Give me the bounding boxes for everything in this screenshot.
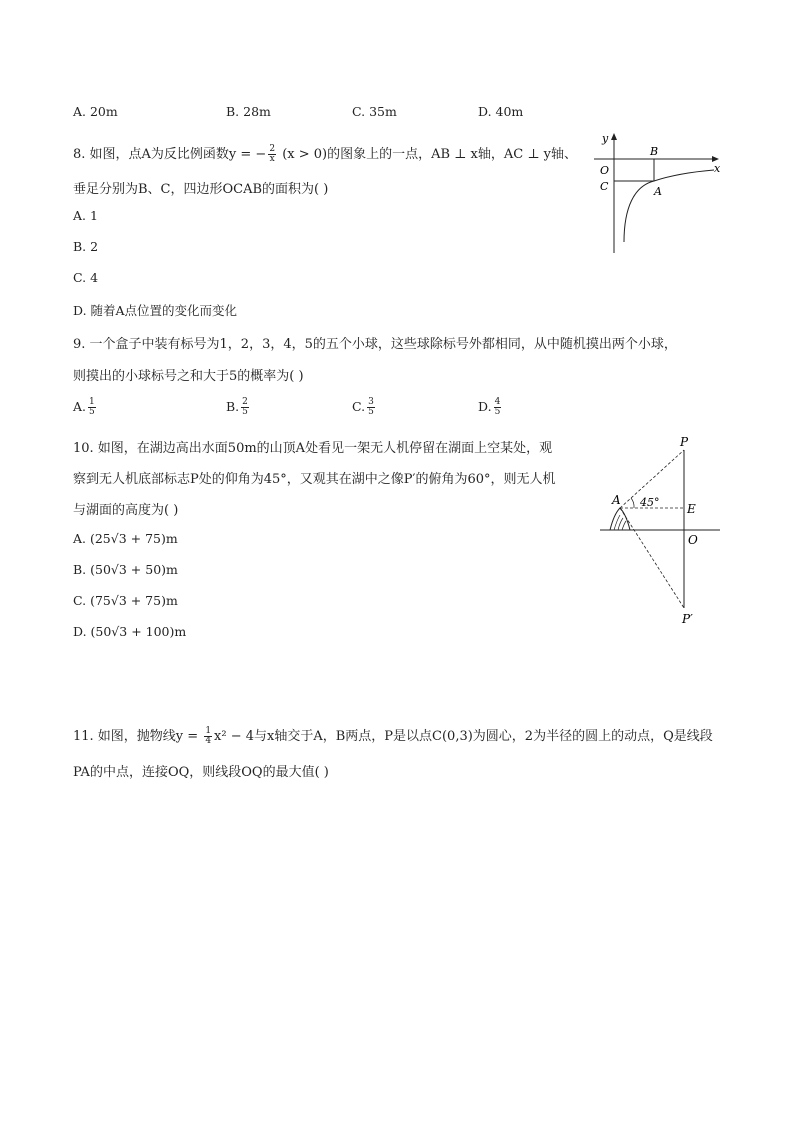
q8-y-arrow-icon bbox=[611, 133, 617, 140]
q9-option-d-num: 4 bbox=[494, 397, 501, 407]
q10-mountain-hatching bbox=[614, 515, 626, 530]
q9-option-c-den: 5 bbox=[368, 407, 374, 417]
q9-option-c bbox=[352, 398, 377, 417]
q9-stem-line1: 9. 一个盒子中装有标号为1，2，3，4，5的五个小球，这些球除标号外都相同，从中随机摸出两个小球， bbox=[73, 337, 677, 352]
q10-line-apprime bbox=[620, 508, 684, 608]
q10-label-a: A bbox=[612, 493, 621, 507]
q8-label-b: B bbox=[650, 145, 659, 158]
q9-option-d-den: 5 bbox=[494, 407, 501, 417]
q8-option-b: B. 2 bbox=[73, 239, 99, 254]
q8-label-x: x bbox=[714, 162, 721, 175]
q8-stem-pre: 8. 如图，点A为反比例函数y = − bbox=[73, 147, 267, 162]
q9-option-a bbox=[73, 398, 98, 417]
q8-figure bbox=[590, 128, 725, 256]
q8-rectangle-ocab bbox=[614, 159, 654, 181]
q8-label-a: A bbox=[654, 185, 662, 198]
q10-figure bbox=[596, 430, 726, 630]
q7-option-b: B. 28m bbox=[226, 104, 271, 119]
q8-fraction bbox=[268, 145, 276, 164]
q9-option-d-label: D. bbox=[478, 399, 492, 414]
q11-stem-pre: 11. 如图，抛物线y = bbox=[73, 729, 203, 744]
q9-option-b-num: 2 bbox=[242, 397, 248, 407]
q10-angle-arc bbox=[631, 498, 634, 508]
q9-option-c-label: C. bbox=[352, 399, 366, 414]
q9-option-d bbox=[478, 398, 503, 417]
q10-stem-line3: 与湖面的高度为( ) bbox=[73, 503, 179, 518]
q10-label-p: P bbox=[680, 435, 689, 449]
q9-option-b-label: B. bbox=[226, 399, 240, 414]
q8-stem-post: (x > 0)的图象上的一点，AB ⊥ x轴，AC ⊥ y轴、 bbox=[278, 147, 578, 162]
q10-stem-line1: 10. 如图，在湖边高出水面50m的山顶A处看见一架无人机停留在湖面上空某处，观 bbox=[73, 441, 553, 456]
q10-option-c: C. (75√3 + 75)m bbox=[73, 593, 178, 608]
q9-option-a-label: A. bbox=[73, 399, 87, 414]
q7-option-a: A. 20m bbox=[73, 104, 118, 119]
q11-stem-line2: PA的中点，连接OQ，则线段OQ的最大值( ) bbox=[73, 765, 329, 780]
q8-option-c: C. 4 bbox=[73, 270, 99, 285]
q11-stem-line1 bbox=[73, 725, 713, 746]
q8-stem-line2: 垂足分别为B、C，四边形OCAB的面积为( ) bbox=[73, 182, 329, 197]
q9-option-b bbox=[226, 398, 251, 417]
q11-fraction bbox=[204, 727, 212, 746]
q11-stem-post: x² − 4与x轴交于A，B两点，P是以点C(0,3)为圆心，2为半径的圆上的动点，Q是线段 bbox=[214, 729, 713, 744]
q8-label-y: y bbox=[602, 132, 609, 145]
q10-label-e: E bbox=[687, 502, 696, 516]
q10-label-pprime: P′ bbox=[682, 612, 693, 626]
q9-option-c-num: 3 bbox=[368, 397, 374, 407]
q8-option-d: D. 随着A点位置的变化而变化 bbox=[73, 303, 238, 318]
q10-mountain-icon bbox=[610, 508, 630, 530]
q10-option-a: A. (25√3 + 75)m bbox=[73, 531, 178, 546]
q8-frac-den: x bbox=[269, 154, 275, 164]
q10-label-o: O bbox=[688, 533, 698, 547]
q7-option-c: C. 35m bbox=[352, 104, 397, 119]
q9-option-a-den: 5 bbox=[89, 407, 95, 417]
q8-stem-line1 bbox=[73, 143, 577, 164]
q9-option-b-den: 5 bbox=[242, 407, 248, 417]
q8-option-a: A. 1 bbox=[73, 208, 98, 223]
q10-stem-line2: 察到无人机底部标志P处的仰角为45°，又观其在湖中之像P′的俯角为60°，则无人机 bbox=[73, 472, 556, 487]
q9-stem-line2: 则摸出的小球标号之和大于5的概率为( ) bbox=[73, 369, 304, 384]
q11-frac-num: 1 bbox=[205, 726, 212, 736]
q10-option-b: B. (50√3 + 50)m bbox=[73, 562, 178, 577]
q10-option-d: D. (50√3 + 100)m bbox=[73, 624, 187, 639]
q10-label-angle: 45° bbox=[640, 496, 660, 509]
q8-label-c: C bbox=[600, 180, 609, 193]
q11-frac-den: 4 bbox=[205, 736, 212, 746]
q8-label-o: O bbox=[600, 164, 610, 177]
q7-option-d: D. 40m bbox=[478, 104, 524, 119]
q8-frac-num: 2 bbox=[269, 144, 276, 154]
q9-option-a-num: 1 bbox=[89, 397, 95, 407]
